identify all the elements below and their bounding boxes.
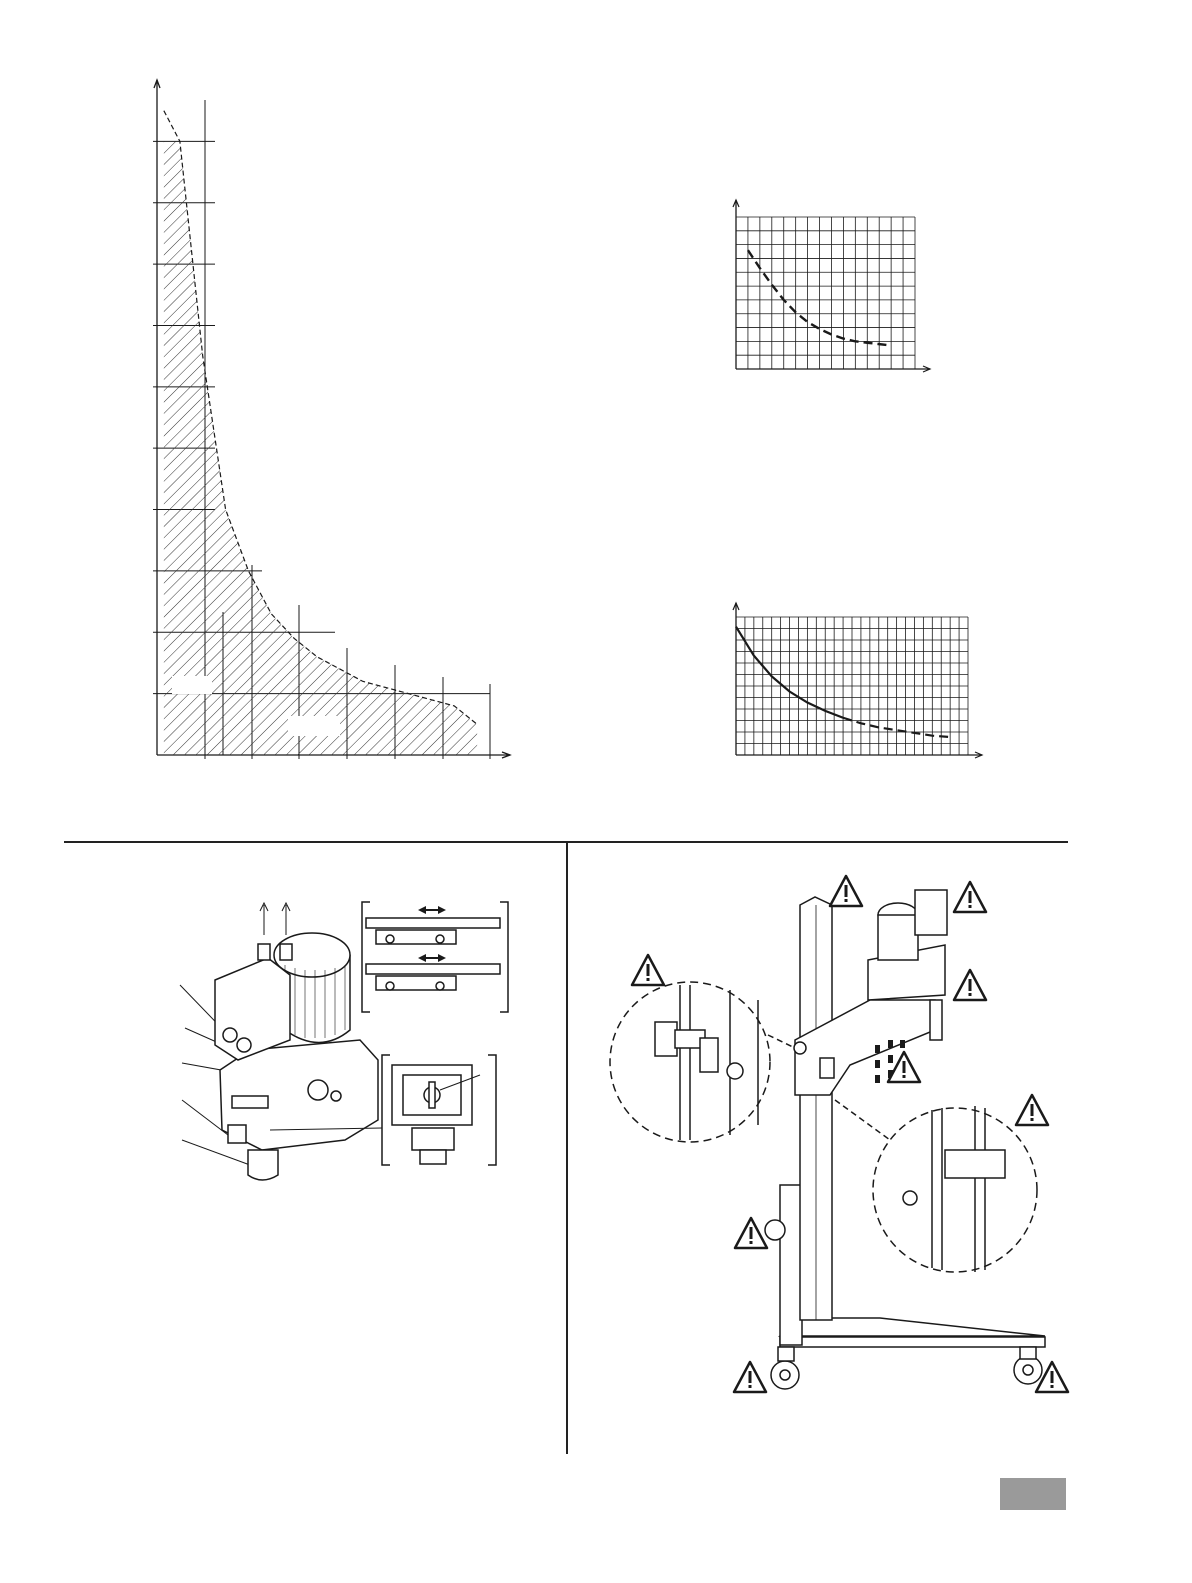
- warning-dot: [845, 899, 848, 902]
- warning-bar: [845, 885, 848, 897]
- warning-bar: [969, 979, 972, 991]
- warning-icon: [1016, 1095, 1048, 1125]
- warning-icon: [888, 1052, 920, 1082]
- warning-bar: [647, 964, 650, 976]
- warning-dot: [969, 993, 972, 996]
- warning-dot: [647, 978, 650, 981]
- warning-icon: [954, 882, 986, 912]
- warning-bar: [903, 1061, 906, 1073]
- warning-dot: [750, 1241, 753, 1244]
- warning-dot: [1051, 1385, 1054, 1388]
- warning-icon: [735, 1218, 767, 1248]
- warning-icon: [830, 876, 862, 906]
- page-number-badge: [1000, 1478, 1066, 1510]
- warning-icon: [734, 1362, 766, 1392]
- warning-bar: [1051, 1371, 1054, 1383]
- warning-bar: [969, 891, 972, 903]
- warning-bar: [750, 1227, 753, 1239]
- warning-dot: [749, 1385, 752, 1388]
- warning-icon: [954, 970, 986, 1000]
- warning-dot: [1031, 1118, 1034, 1121]
- warning-icon: [632, 955, 664, 985]
- warning-bar: [749, 1371, 752, 1383]
- warning-bar: [1031, 1104, 1034, 1116]
- warning-dot: [969, 905, 972, 908]
- warning-icon: [1036, 1362, 1068, 1392]
- warning-dot: [903, 1075, 906, 1078]
